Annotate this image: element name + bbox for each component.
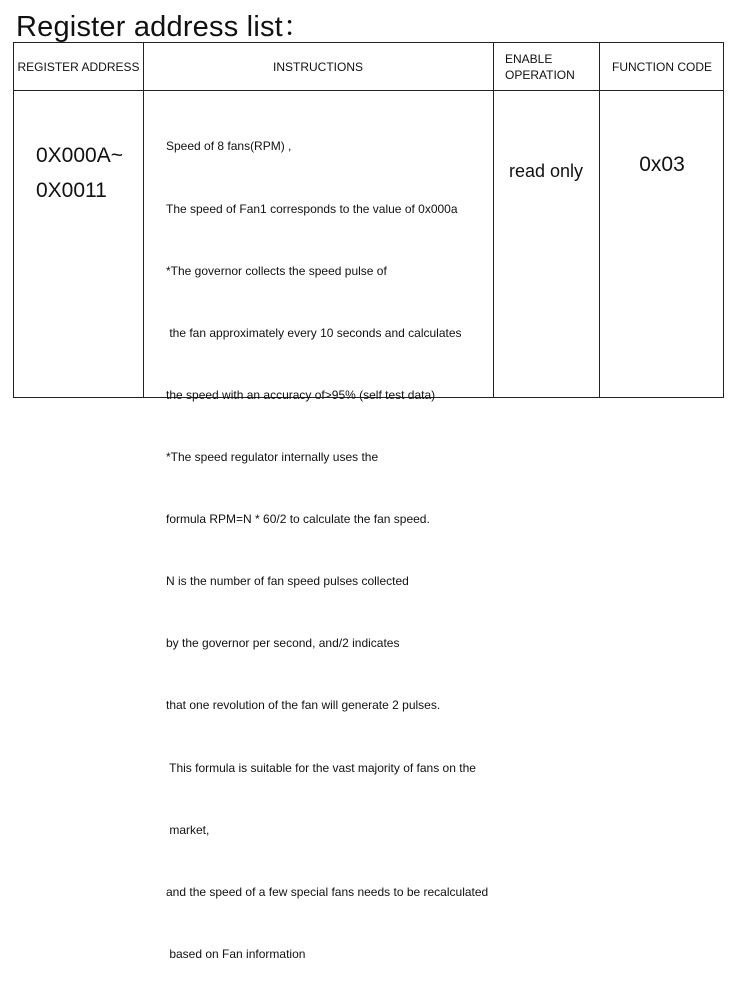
register-table <box>13 42 724 961</box>
column-divider <box>599 43 600 397</box>
instruction-line: *The governor collects the speed pulse of <box>166 263 387 278</box>
instruction-line: and the speed of a few special fans needs to be recalculated <box>166 884 489 899</box>
header-label-line: ENABLE <box>505 51 553 66</box>
register-address-value <box>36 138 123 208</box>
header-label: REGISTER ADDRESS <box>17 59 140 74</box>
header-label <box>505 51 575 83</box>
instruction-line: market, <box>166 822 210 837</box>
header-label: FUNCTION CODE <box>612 59 712 74</box>
instruction-line: by the governor per second, and/2 indicates <box>166 636 400 651</box>
header-function-code <box>599 43 725 90</box>
header-instructions <box>143 43 493 90</box>
register-address-cell <box>36 135 143 211</box>
instructions-cell <box>166 95 488 1006</box>
instruction-line: the speed with an accuracy of>95% (self test data) <box>166 387 436 402</box>
function-code-value: 0x03 <box>639 153 685 176</box>
instruction-line: Speed of 8 fans(RPM) , <box>166 139 292 154</box>
header-label: INSTRUCTIONS <box>273 59 363 74</box>
header-register-address <box>14 43 143 90</box>
column-divider <box>493 43 494 397</box>
address-line: 0X000A~ <box>36 144 123 167</box>
instruction-line: The speed of Fan1 corresponds to the value of 0x000a <box>166 201 458 216</box>
column-divider <box>143 43 144 397</box>
instruction-line: N is the number of fan speed pulses collected <box>166 574 409 589</box>
operation-value: read only <box>508 160 584 181</box>
instruction-line: This formula is suitable for the vast majority of fans on the <box>166 760 476 775</box>
address-line: 0X0011 <box>36 179 107 202</box>
instruction-line: formula RPM=N * 60/2 to calculate the fan speed. <box>166 512 430 527</box>
page-title: Register address list： <box>16 11 313 43</box>
instruction-line: based on Fan information <box>166 946 306 961</box>
instruction-line: *The speed regulator internally uses the <box>166 449 379 464</box>
header-divider <box>14 90 723 91</box>
operation-cell <box>493 151 599 191</box>
header-enable-operation <box>505 43 599 90</box>
header-label-line: OPERATION <box>505 67 575 82</box>
instruction-line: that one revolution of the fan will generate 2 pulses. <box>166 698 441 713</box>
function-code-cell <box>599 145 725 185</box>
instruction-line: the fan approximately every 10 seconds and calculates <box>166 325 462 340</box>
